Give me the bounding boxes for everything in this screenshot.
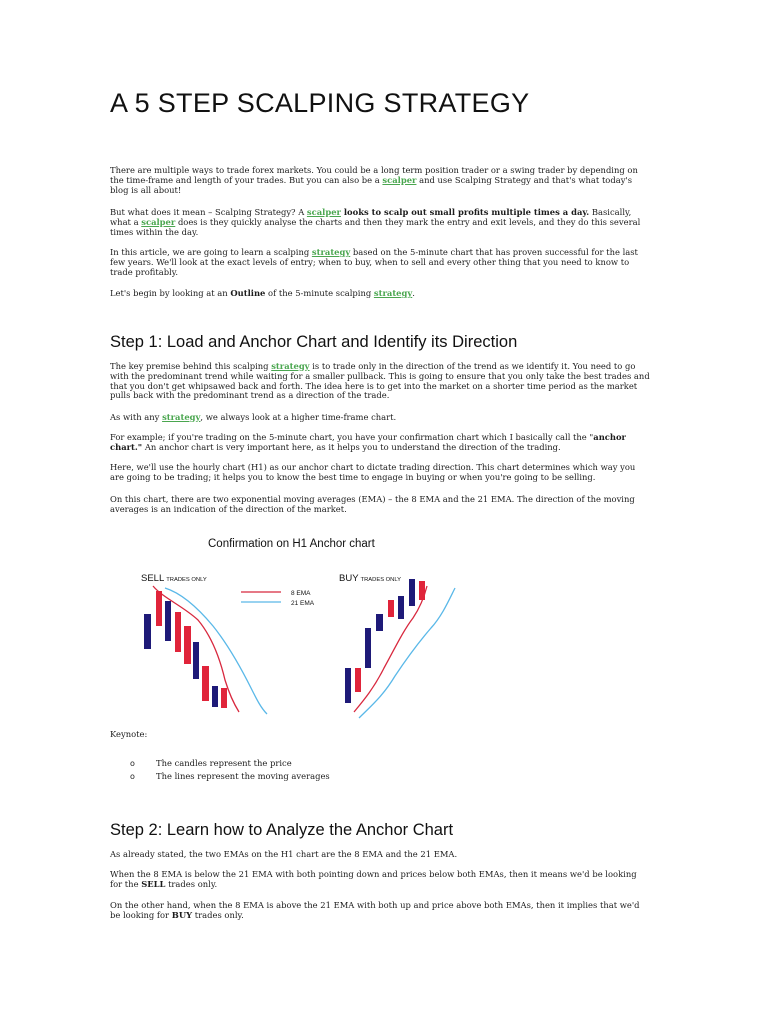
step1-paragraph-3: For example; if you're trading on the 5-minute chart, you have your confirmation chart which I basically call the "anchor chart." An anchor chart is very important here, as it helps you to understand the direction of the trading. bbox=[110, 432, 626, 452]
bullet-marker: o bbox=[130, 772, 135, 781]
candle-bear bbox=[156, 591, 162, 626]
candle-bear bbox=[419, 581, 425, 600]
step2-paragraph-3: On the other hand, when the 8 EMA is above the 21 EMA with both up and price above both EMAs, then it implies that we'd be looking for BUY trades only. bbox=[110, 900, 640, 920]
sell-chart bbox=[144, 586, 267, 714]
list-item: o The lines represent the moving averages bbox=[130, 771, 330, 781]
intro-paragraph-4: Let's begin by looking at an Outline of the 5-minute scalping strategy. bbox=[110, 288, 415, 298]
scalper-link[interactable]: scalper bbox=[382, 174, 417, 185]
candle-bear bbox=[355, 668, 361, 692]
legend-8ema-label: 8 EMA bbox=[291, 590, 311, 597]
buy-ema21-line bbox=[359, 588, 455, 718]
candle-bull bbox=[165, 601, 171, 641]
figure-title: Confirmation on H1 Anchor chart bbox=[208, 538, 375, 550]
step1-paragraph-2: As with any strategy, we always look at a higher time-frame chart. bbox=[110, 412, 397, 422]
candle-bear bbox=[202, 666, 209, 701]
step2-heading: Step 2: Learn how to Analyze the Anchor Chart bbox=[110, 821, 454, 839]
candle-bear bbox=[388, 600, 394, 617]
candle-bull bbox=[409, 579, 415, 606]
strategy-link[interactable]: strategy bbox=[162, 412, 201, 422]
keynote-label: Keynote: bbox=[110, 729, 148, 739]
candle-bull bbox=[212, 686, 218, 707]
buy-chart bbox=[345, 579, 455, 718]
keynote-list bbox=[130, 757, 330, 783]
bullet-marker: o bbox=[130, 759, 135, 768]
candle-bull bbox=[193, 642, 199, 679]
sell-label: SELL TRADES ONLY bbox=[141, 573, 207, 584]
anchor-chart-figure bbox=[133, 528, 473, 724]
candle-bear bbox=[221, 688, 227, 708]
step2-paragraph-2: When the 8 EMA is below the 21 EMA with both pointing down and prices below both EMAs, then it means we'd be looking for the SELL trades only. bbox=[110, 869, 637, 889]
step2-paragraph-1: As already stated, the two EMAs on the H1 chart are the 8 EMA and the 21 EMA. bbox=[110, 849, 458, 859]
strategy-link[interactable]: strategy bbox=[311, 247, 351, 257]
candle-bull bbox=[365, 628, 371, 668]
candle-bear bbox=[184, 626, 191, 664]
intro-paragraph-2: But what does it mean – Scalping Strategy? A scalper looks to scalp out small profits multiple times a day. Basically, what a scalper does is they quickly analyse the charts and then they mark the entry and exit levels, and they do this several times within the day. bbox=[110, 207, 641, 237]
step1-heading: Step 1: Load and Anchor Chart and Identify its Direction bbox=[110, 333, 518, 351]
candle-bull bbox=[345, 668, 351, 703]
step1-paragraph-4: Here, we'll use the hourly chart (H1) as our anchor chart to dictate trading direction. This chart determines which way you are going to be trading; it helps you to know the best time to engage in buying or when you're going to be selling. bbox=[110, 462, 636, 482]
candle-bull bbox=[398, 596, 404, 619]
intro-paragraph-3: In this article, we are going to learn a scalping strategy based on the 5-minute chart that has proven successful for the last few years. We'll look at the exact levels of entry; when to buy, when to sell and every other thing that you need to know to trade profitably. bbox=[110, 247, 638, 277]
list-item: o The candles represent the price bbox=[130, 758, 292, 768]
legend-21ema-label: 21 EMA bbox=[291, 600, 315, 607]
candle-bear bbox=[175, 612, 181, 652]
candle-bull bbox=[144, 614, 151, 649]
buy-label: BUY TRADES ONLY bbox=[339, 573, 402, 584]
strategy-link[interactable]: strategy bbox=[271, 361, 310, 371]
step1-paragraph-5: On this chart, there are two exponential moving averages (EMA) – the 8 EMA and the 21 EMA. The direction of the moving averages is an indication of the direction of the market. bbox=[110, 494, 635, 514]
scalper-link[interactable]: scalper bbox=[306, 207, 341, 217]
candle-bull bbox=[376, 614, 383, 631]
intro-paragraph-1: There are multiple ways to trade forex markets. You could be a long term position trader or a swing trader by depending on the time-frame and length of your trades. But you can also be a scalper and use Scalping Strategy and that's what today's blog is all about! bbox=[110, 165, 638, 195]
page-title: A 5 STEP SCALPING STRATEGY bbox=[110, 88, 530, 118]
strategy-link[interactable]: strategy bbox=[373, 288, 413, 298]
step1-paragraph-1: The key premise behind this scalping strategy is to trade only in the direction of the trend as we identify it. You need to go with the predominant trend while waiting for a smaller pullback. This is going to ensure that you only take the best trades and that you don't get whipsawed back and forth. The idea here is to get into the market on a shorter time period as the market pulls back with the predominant trend as a direction of the trade. bbox=[110, 361, 650, 401]
scalper-link[interactable]: scalper bbox=[141, 216, 176, 227]
